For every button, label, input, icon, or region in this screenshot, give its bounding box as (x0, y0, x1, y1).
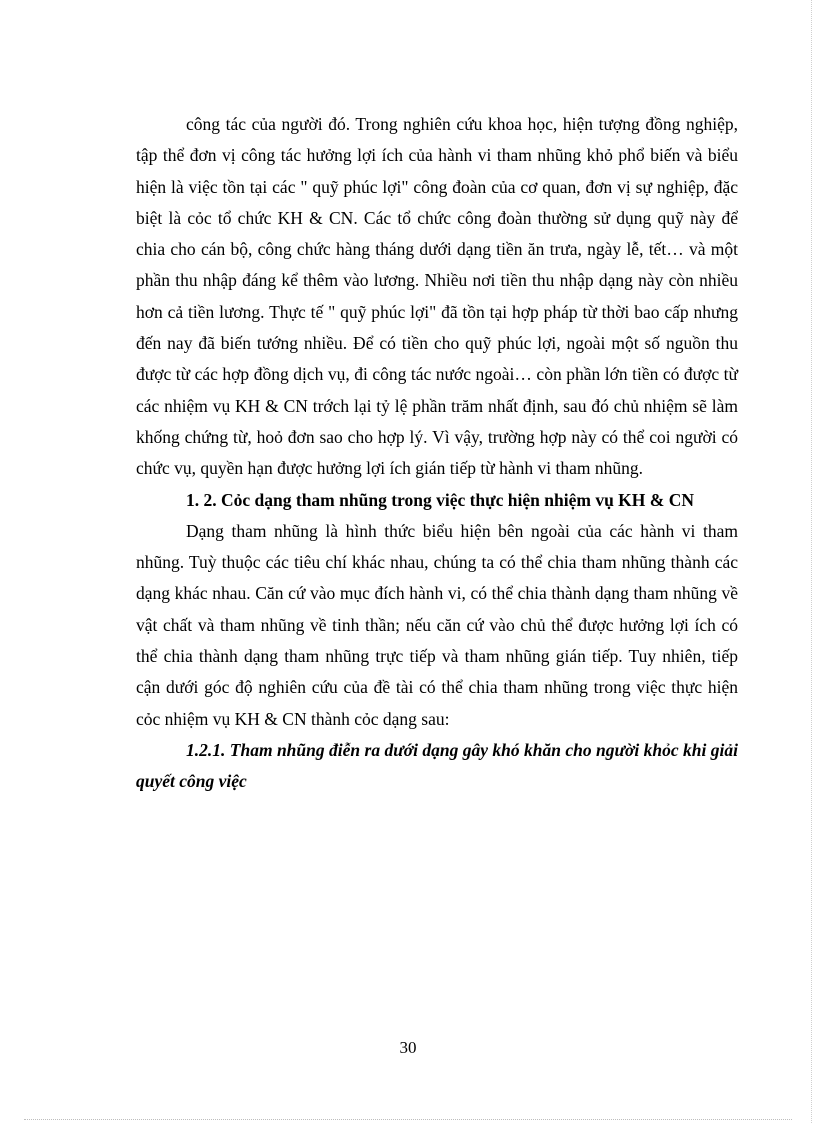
subsection-heading: 1.2.1. Tham nhũng điễn ra dưới dạng gây khó khăn cho người khỏc khi giải quyết công việc (136, 739, 738, 792)
page-number: 30 (399, 1038, 417, 1057)
page-right-border (811, 0, 812, 1123)
paragraph-corruption-forms: Dạng tham nhũng là hình thức biểu hiện bên ngoài của các hành vi tham nhũng. Tuỳ thuộc các tiêu chí khác nhau, chúng ta có thể chia tham nhũng thành các dạng khác nhau. Căn cứ vào mục đích hành vi, có thể chia thành dạng tham nhũng về vật chất và tham nhũng về tinh thần; nếu căn cứ vào chủ thể được hưởng lợi ích có thể chia thành dạng tham nhũng trực tiếp và tham nhũng gián tiếp. Tuy nhiên, tiếp cận dưới góc độ nghiên cứu của đề tài có thể chia tham nhũng trong việc thực hiện cỏc nhiệm vụ KH & CN thành cỏc dạng sau: (136, 520, 738, 729)
page-bottom-border (24, 1119, 792, 1120)
paragraph-welfare-fund: công tác của người đó. Trong nghiên cứu khoa học, hiện tượng đồng nghiệp, tập thể đơn vị công tác hưởng lợi ích của hành vi tham nhũng khỏ phổ biến và biểu hiện là việc tồn tại các " quỹ phúc lợi" công đoàn của cơ quan, đơn vị sự nghiệp, đặc biệt là cỏc tổ chức KH & CN. Các tổ chức công đoàn thường sử dụng quỹ này để chia cho cán bộ, công chức hàng tháng dưới dạng tiền ăn trưa, ngày lễ, tết… và một phần thu nhập đáng kể thêm vào lương. Nhiều nơi tiền thu nhập dạng này còn nhiều hơn cả tiền lương. Thực tế " quỹ phúc lợi" đã tồn tại hợp pháp từ thời bao cấp nhưng đến nay đã biến tướng nhiều. Để có tiền cho quỹ phúc lợi, ngoài một số nguồn thu được từ các hợp đồng dịch vụ, đi công tác nước ngoài… còn phần lớn tiền có được từ các nhiệm vụ KH & CN trớch lại tỷ lệ phần trăm nhất định, sau đó chủ nhiệm sẽ làm khống chứng từ, hoỏ đơn sao cho hợp lý. Vì vậy, trường hợp này có thể coi người có chức vụ, quyền hạn được hưởng lợi ích gián tiếp từ hành vi tham nhũng. (136, 114, 738, 479)
document-body (136, 109, 738, 798)
section-heading: 1. 2. Cỏc dạng tham nhũng trong việc thực hiện nhiệm vụ KH & CN (186, 489, 695, 510)
